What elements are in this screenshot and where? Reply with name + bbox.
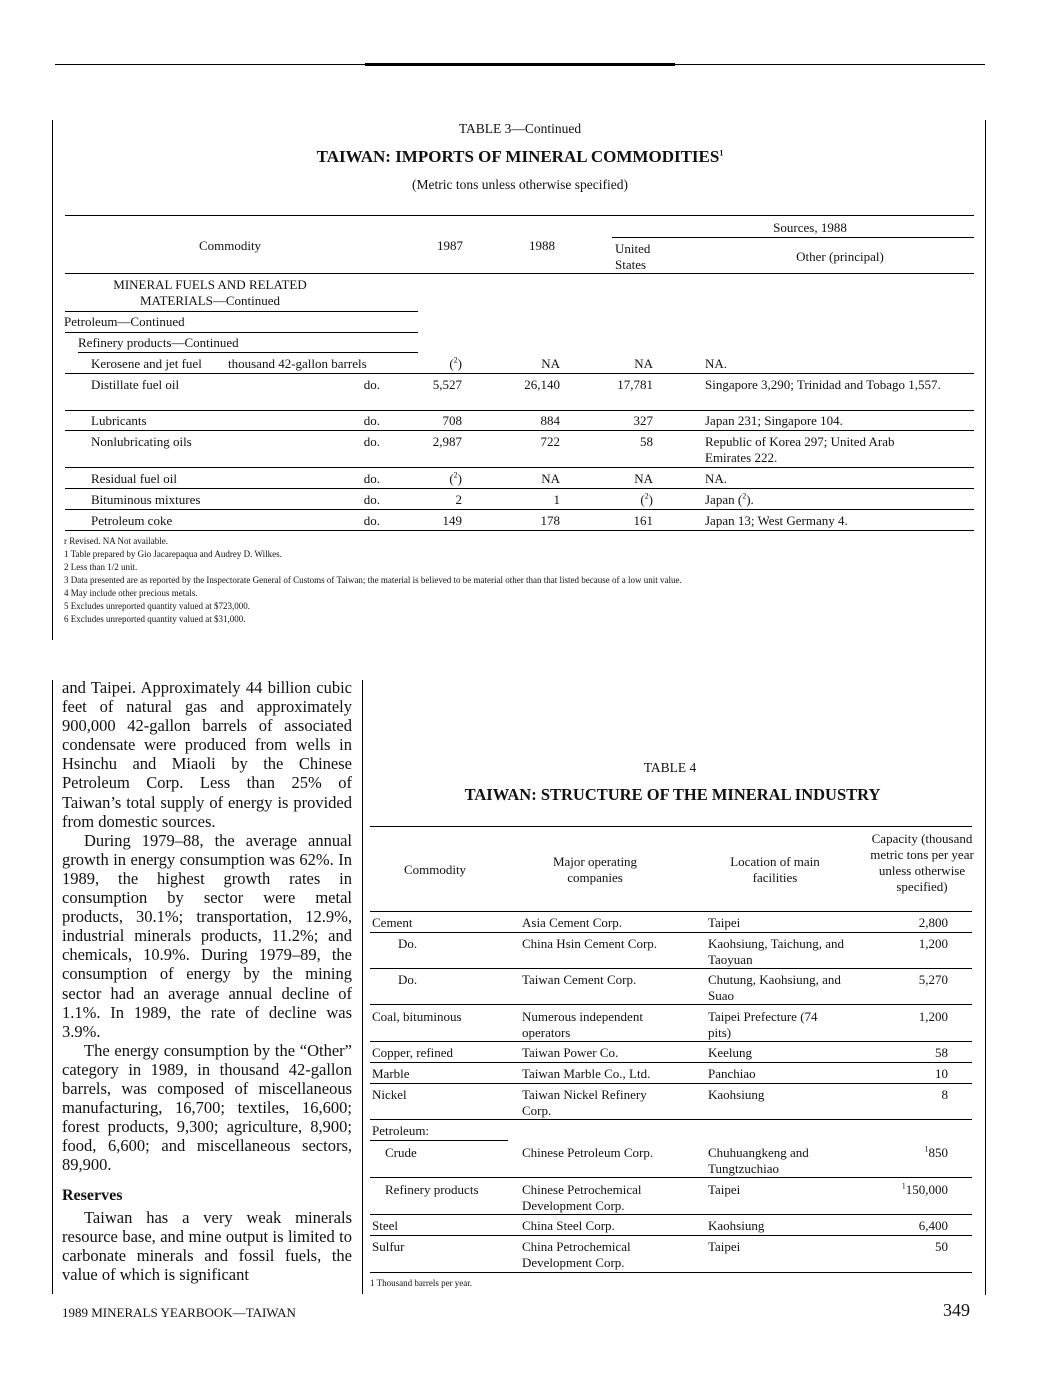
row-name: Bituminous mixtures <box>91 492 201 507</box>
t4-col-location: Location of main facilities <box>730 854 820 885</box>
row-1987: 708 <box>442 413 462 428</box>
left-margin-line-lower <box>52 680 53 1294</box>
t4-company: Taiwan Cement Corp. <box>522 972 637 987</box>
t4-commodity: Crude <box>385 1145 417 1160</box>
subsection-rule <box>65 332 418 333</box>
t4-company: Chinese Petroleum Corp. <box>522 1145 654 1160</box>
t4-company: China Petrochemical Development Corp. <box>522 1239 631 1270</box>
col-sources: Sources, 1988 <box>773 220 847 235</box>
body-paragraph: and Taipei. Approximately 44 billion cubic feet of natural gas and approximately 900,000 42-gallon barrels of associated condensate were produced from wells in Hsinchu and Miaoli by the Chinese Petroleum Corp. Less than 25% of Taiwan’s total supply of energy is provided from domestic sources. <box>62 678 352 831</box>
row-unit: do. <box>363 377 380 392</box>
row-unit: thousand 42-gallon barrels <box>228 356 367 371</box>
row-rule <box>65 373 974 374</box>
row-rule <box>370 1177 972 1178</box>
body-text-column <box>62 678 352 1284</box>
row-us: 58 <box>640 434 653 449</box>
t4-location: Keelung <box>708 1045 753 1060</box>
row-rule <box>370 1004 972 1005</box>
row-other: Republic of Korea 297; United Arab Emirates 222. <box>705 434 895 465</box>
t4-capacity: 6,400 <box>918 1218 948 1233</box>
row-1987: 149 <box>442 513 462 528</box>
t4-capacity: 1,200 <box>918 1009 948 1024</box>
row-us: NA <box>634 471 653 486</box>
row-unit: do. <box>363 471 380 486</box>
row-rule <box>65 509 974 510</box>
t4-company: Taiwan Power Co. <box>522 1045 619 1060</box>
t4-capacity: 5,270 <box>918 972 948 987</box>
t4-commodity: Steel <box>372 1218 398 1233</box>
row-other: Singapore 3,290; Trinidad and Tobago 1,557. <box>705 377 941 392</box>
row-other: Japan 13; West Germany 4. <box>705 513 848 528</box>
row-rule <box>370 932 972 933</box>
t4-commodity: Petroleum: <box>372 1123 430 1138</box>
row-1988: 178 <box>540 513 560 528</box>
table3-title <box>200 147 840 167</box>
row-other: NA. <box>705 356 728 371</box>
t4-capacity: 50 <box>935 1239 948 1254</box>
footnote: 4 May include other precious metals. <box>64 588 198 598</box>
t4-col-companies: Major operating companies <box>552 854 638 885</box>
t4-col-capacity: Capacity (thousand metric tons per year unless otherwise specified) <box>870 831 974 894</box>
right-margin-line <box>985 120 986 1295</box>
row-1987: ($^2$) <box>449 355 462 371</box>
t4-capacity: 2,800 <box>918 915 948 930</box>
row-name: Residual fuel oil <box>91 471 177 486</box>
left-margin-line-upper <box>52 120 53 640</box>
t4-commodity: Nickel <box>372 1087 407 1102</box>
row-1987: 2 <box>455 492 462 507</box>
t4-location: Taipei Prefecture (74 pits) <box>708 1009 818 1040</box>
row-unit: do. <box>363 413 380 428</box>
row-1988: 26,140 <box>524 377 560 392</box>
reserves-heading: Reserves <box>62 1187 123 1205</box>
row-us: NA <box>634 356 653 371</box>
row-name: Nonlubricating oils <box>91 434 192 449</box>
table4-top-rule <box>370 826 972 827</box>
row-name: Petroleum coke <box>91 513 173 528</box>
t4-location: Kaohsiung, Taichung, and Taoyuan <box>708 936 845 967</box>
t4-commodity: Copper, refined <box>372 1045 454 1060</box>
t4-commodity: Refinery products <box>385 1182 479 1197</box>
body-paragraph: The energy consumption by the “Other” category in 1989, in thousand 42-gallon barrels, was composed of miscellaneous manufacturing, 16,700; textiles, 16,600; forest products, 9,300; agriculture, 8,900; food, 6,600; and miscellaneous sectors, 89,900. <box>62 1040 352 1175</box>
sources-rule <box>612 237 974 238</box>
t4-company: Taiwan Marble Co., Ltd. <box>522 1066 651 1081</box>
row-rule <box>370 1062 972 1063</box>
t4-col-commodity: Commodity <box>403 862 467 877</box>
subsection-petroleum: Petroleum—Continued <box>64 314 185 329</box>
footnote: 1 Table prepared by Gio Jacarepaqua and Audrey D. Wilkes. <box>64 549 282 559</box>
row-name: Distillate fuel oil <box>91 377 180 392</box>
section-mineral-fuels: MINERAL FUELS AND RELATED MATERIALS—Continued <box>113 277 307 308</box>
t4-company: Chinese Petrochemical Development Corp. <box>522 1182 642 1213</box>
table3-bottom-rule <box>65 530 974 531</box>
footnote: r Revised. NA Not available. <box>64 536 168 546</box>
row-1987: ($^2$) <box>449 470 462 486</box>
t4-location: Panchiao <box>708 1066 756 1081</box>
t4-company: Numerous independent operators <box>522 1009 643 1040</box>
col-1987: 1987 <box>437 238 463 253</box>
t4-capacity-value: 850 <box>928 1145 948 1160</box>
table3-title-text: TAIWAN: IMPORTS OF MINERAL COMMODITIES <box>316 147 720 166</box>
t4-location: Taipei <box>708 1239 741 1254</box>
t4-commodity: Marble <box>372 1066 410 1081</box>
petroleum-rule <box>370 1140 508 1141</box>
footnote: 3 Data presented are as reported by the Inspectorate General of Customs of Taiwan; the material is believed to be material other than that listed because of a low unit value. <box>64 575 682 585</box>
top-thick-rule <box>365 63 675 66</box>
column-divider <box>362 680 363 1294</box>
row-rule <box>370 1214 972 1215</box>
t4-capacity <box>860 1182 948 1198</box>
row-us: 327 <box>633 413 653 428</box>
row-rule <box>370 1235 972 1236</box>
row-rule <box>370 968 972 969</box>
t4-capacity: 8 <box>941 1087 948 1102</box>
t4-location: Kaohsiung <box>708 1218 765 1233</box>
row-us: 17,781 <box>617 377 653 392</box>
t4-capacity: 10 <box>935 1066 948 1081</box>
t4-capacity: 1,200 <box>918 936 948 951</box>
t4-capacity-sup: 1 <box>901 1181 906 1191</box>
footer-title: 1989 MINERALS YEARBOOK—TAIWAN <box>62 1305 296 1320</box>
row-rule <box>65 467 974 468</box>
subsubsection-refinery: Refinery products—Continued <box>78 335 239 350</box>
footnote: 6 Excludes unreported quantity valued at $31,000. <box>64 614 246 624</box>
table3-top-rule <box>65 215 974 216</box>
t4-location: Taipei <box>708 915 741 930</box>
reserves-paragraph: Taiwan has a very weak minerals resource base, and mine output is limited to carbonate minerals and fossil fuels, the value of which is significant <box>62 1207 352 1284</box>
subsubsection-rule <box>78 352 418 353</box>
t4-capacity-sup: 1 <box>924 1144 929 1154</box>
row-rule <box>370 1119 972 1120</box>
table3-heading: TABLE 3—Continued <box>458 121 582 136</box>
row-1988: 722 <box>540 434 560 449</box>
row-1987: 2,987 <box>432 434 462 449</box>
row-name: Kerosene and jet fuel <box>91 356 202 371</box>
t4-commodity: Cement <box>372 915 413 930</box>
col-us: United States <box>615 241 651 272</box>
row-us: 161 <box>633 513 653 528</box>
row-unit: do. <box>363 513 380 528</box>
table3-title-sup: 1 <box>719 148 724 158</box>
table4-footnote: 1 Thousand barrels per year. <box>370 1278 473 1288</box>
t4-commodity: Sulfur <box>372 1239 405 1254</box>
table4-title: TAIWAN: STRUCTURE OF THE MINERAL INDUSTRY <box>464 785 881 804</box>
t4-commodity: Do. <box>398 936 418 951</box>
row-rule <box>65 410 974 411</box>
row-1987: 5,527 <box>432 377 462 392</box>
row-rule <box>65 430 974 431</box>
row-rule <box>370 1083 972 1084</box>
row-rule <box>65 488 974 489</box>
table4-header-rule <box>370 911 972 912</box>
t4-location: Taipei <box>708 1182 741 1197</box>
t4-company: China Steel Corp. <box>522 1218 615 1233</box>
t4-location: Kaohsiung <box>708 1087 765 1102</box>
row-other: NA. <box>705 471 728 486</box>
table4-heading: TABLE 4 <box>643 760 697 775</box>
row-1988: 884 <box>540 413 560 428</box>
table3-subtitle: (Metric tons unless otherwise specified) <box>412 177 628 192</box>
row-1988: NA <box>541 356 560 371</box>
t4-location: Chuhuangkeng and Tungtzuchiao <box>708 1145 809 1176</box>
table3-header-rule <box>65 273 974 274</box>
t4-capacity-value: 150,000 <box>905 1182 948 1197</box>
col-1988: 1988 <box>529 238 555 253</box>
row-name: Lubricants <box>91 413 147 428</box>
row-1988: NA <box>541 471 560 486</box>
table3-footnotes <box>64 535 964 626</box>
t4-company: Asia Cement Corp. <box>522 915 623 930</box>
row-unit: do. <box>363 492 380 507</box>
row-unit: do. <box>363 434 380 449</box>
footnote: 2 Less than 1/2 unit. <box>64 562 138 572</box>
row-other: Japan ($^2$). <box>705 491 754 507</box>
table4-bottom-rule <box>370 1272 972 1273</box>
col-other: Other (principal) <box>796 249 884 264</box>
t4-commodity: Do. <box>398 972 418 987</box>
t4-commodity: Coal, bituminous <box>372 1009 462 1024</box>
page-number: 349 <box>943 1300 970 1320</box>
t4-company: Taiwan Nickel Refinery Corp. <box>522 1087 647 1118</box>
row-us: ($^2$) <box>640 491 653 507</box>
row-rule <box>370 1041 972 1042</box>
section-rule <box>65 311 418 312</box>
t4-company: China Hsin Cement Corp. <box>522 936 658 951</box>
row-1988: 1 <box>553 492 560 507</box>
t4-capacity: 58 <box>935 1045 948 1060</box>
row-other: Japan 231; Singapore 104. <box>705 413 843 428</box>
footnote: 5 Excludes unreported quantity valued at $723,000. <box>64 601 250 611</box>
body-paragraph: During 1979–88, the average annual growth in energy consumption was 62%. In 1989, the highest growth rates in consumption by sector were metal products, 30.1%; transportation, 12.9%, industrial minerals products, 11.2%; and chemicals, 10.9%. During 1979–89, the consumption of energy by the mining sector had an average annual decline of 1.1%. In 1989, the rate of decline was 3.9%. <box>62 830 352 1041</box>
t4-location: Chutung, Kaohsiung, and Suao <box>708 972 841 1003</box>
col-commodity: Commodity <box>198 238 262 253</box>
t4-capacity <box>880 1145 948 1161</box>
